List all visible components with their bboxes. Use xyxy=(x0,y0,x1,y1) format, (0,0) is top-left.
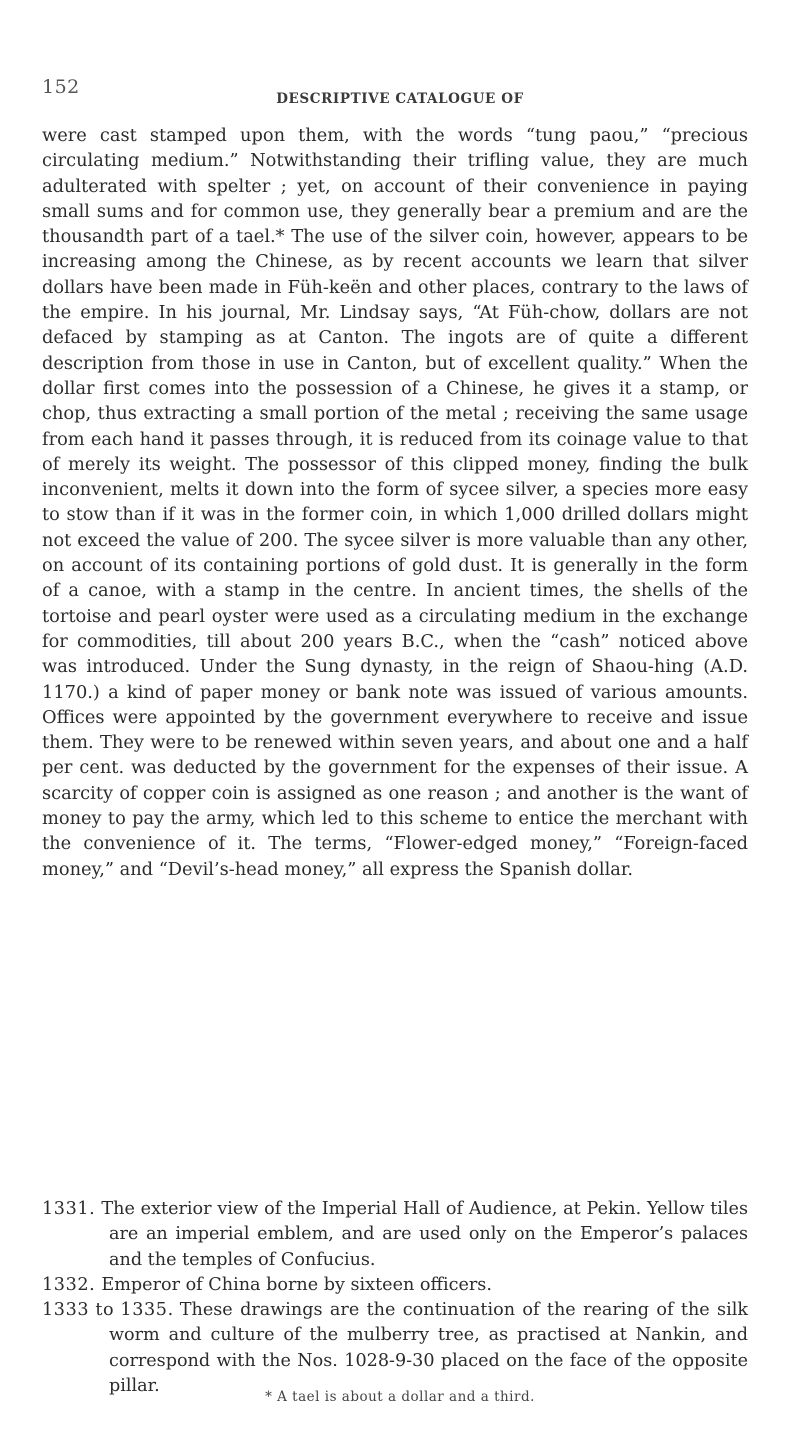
catalogue-entry-1333-1335 xyxy=(42,1298,748,1399)
entry-text: These drawings are the continuation of the rearing of the silk worm and culture of the mulberry tree, as practised at Nankin, and correspond with the Nos. 1028-9-30 placed on the face of the opposite pillar. xyxy=(109,1300,748,1397)
running-title: DESCRIPTIVE CATALOGUE OF xyxy=(276,91,524,107)
entry-text: Emperor of China borne by sixteen officers. xyxy=(101,1274,492,1295)
catalogue-entry-1331 xyxy=(42,1197,748,1273)
page-number: 152 xyxy=(42,76,80,98)
entry-text: The exterior view of the Imperial Hall of Audience, at Pekin. Yellow tiles are an imperial emblem, and are used only on the Emperor’s palaces and the temples of Confucius. xyxy=(101,1199,748,1270)
footnote: * A tael is about a dollar and a third. xyxy=(265,1389,535,1405)
entry-number: 1331. xyxy=(42,1199,96,1219)
catalogue-entry-1332 xyxy=(42,1273,748,1298)
catalogue-entries xyxy=(42,1197,748,1399)
entry-number: 1333 to 1335. xyxy=(42,1300,174,1321)
entry-number: 1332. xyxy=(42,1274,96,1295)
body-paragraph: were cast stamped upon them, with the words “tung paou,” “precious circulating medium.” Notwithstanding their trifling value, they are much adulterated with spelter ; yet, on account of their convenience in paying small sums and for common use, they generally bear a premium and are the thousandth part of a tael.* The use of the silver coin, however, appears to be increasing among the Chinese, as by recent accounts we learn that silver dollars have been made in Füh-keën and other places, contrary to the laws of the empire. In his journal, Mr. Lindsay says, “At Füh-chow, dollars are not defaced by stamping as at Canton. The ingots are of quite a different description from those in use in Canton, but of excellent quality.” When the dollar first comes into the possession of a Chinese, he gives it a stamp, or chop, thus extracting a small portion of the metal ; receiving the same usage from each hand it passes through, it is reduced from its coinage value to that of merely its weight. The possessor of this clipped money, finding the bulk inconvenient, melts it down into the form of sycee silver, a species more easy to stow than if it was in the former coin, in which 1,000 drilled dollars might not exceed the value of 200. The sycee silver is more valuable than any other, on account of its containing portions of gold dust. It is generally in the form of a canoe, with a stamp in the centre. In ancient times, the shells of the tortoise and pearl oyster were used as a circulating medium in the exchange for commodities, till about 200 years B.C., when the “cash” noticed above was introduced. Under the Sung dynasty, in the reign of Shaou-hing (A.D. 1170.) a kind of paper money or bank note was issued of various amounts. Offices were appointed by the government everywhere to receive and issue them. They were to be renewed within seven years, and about one and a half per cent. was deducted by the government for the expenses of their issue. A scarcity of copper coin is assigned as one reason ; and another is the want of money to pay the army, which led to this scheme to entice the merchant with the convenience of it. The terms, “Flower-edged money,” “Foreign-faced money,” and “Devil’s-head money,” all express the Spanish dollar. xyxy=(42,125,748,880)
